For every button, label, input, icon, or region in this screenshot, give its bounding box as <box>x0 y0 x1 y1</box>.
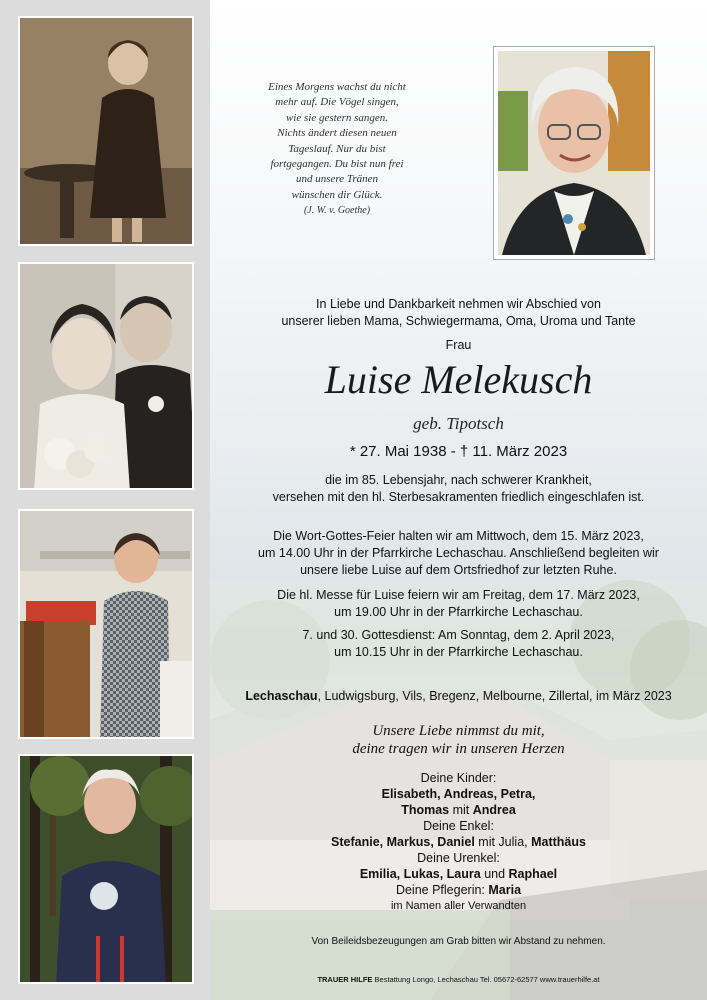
death-text-line-1: die im 85. Lebensjahr, nach schwerer Krankheit, <box>325 473 592 487</box>
grandchild-name: Matthäus <box>531 835 586 849</box>
grandchildren-names: Stefanie, Markus, Daniel <box>331 835 475 849</box>
photo-forest <box>18 754 194 984</box>
quote-line-2: deine tragen wir in unseren Herzen <box>352 741 565 757</box>
funeral-info: Bestattung Longo, Lechaschau Tel. 05672-62577 www.trauerhilfe.at <box>372 975 600 984</box>
intro-salutation: Frau <box>445 338 472 352</box>
poem-line: wie sie gestern sangen. <box>285 111 389 124</box>
service-line-2: um 10.15 Uhr in der Pfarrkirche Lechaschau. <box>334 645 583 659</box>
mass-line-2: um 19.00 Uhr in der Pfarrkirche Lechaschau. <box>334 605 583 619</box>
ceremony-line-1: Die Wort-Gottes-Feier halten wir am Mittwoch, dem 15. März 2023, <box>273 529 644 543</box>
relatives-line: im Namen aller Verwandten <box>390 900 527 912</box>
poem-line: Tageslauf. Nur du bist <box>288 142 386 155</box>
children-line-1: Elisabeth, Andreas, Petra, <box>381 787 536 801</box>
death-text-line-2: versehen mit den hl. Sterbesakramenten friedlich eingeschlafen ist. <box>272 490 645 504</box>
greatgrandchildren-label: Deine Urenkel: <box>417 851 500 865</box>
carer-line <box>210 882 707 898</box>
greatgrandchildren-names: Emilia, Lukas, Laura <box>359 867 481 881</box>
child-partner-name: Andrea <box>472 803 516 817</box>
poem-line: fortgegangen. Du bist nun frei <box>270 157 404 170</box>
greatgrandchildren-line <box>210 866 707 882</box>
deceased-name: Luise Melekusch <box>324 357 593 402</box>
connector: mit Julia, <box>474 835 532 849</box>
places-rest: , Ludwigsburg, Vils, Bregenz, Melbourne, Zillertal, im März 2023 <box>317 689 672 703</box>
condolence-note: Von Beileidsbezeugungen am Grab bitten wir Abstand zu nehmen. <box>311 936 606 947</box>
photo-kitchen <box>18 509 194 739</box>
connector: und <box>480 867 509 881</box>
portrait-photo <box>493 46 655 260</box>
mass-line-1: Die hl. Messe für Luise feiern wir am Freitag, dem 17. März 2023, <box>277 588 640 602</box>
photo-childhood <box>18 16 194 246</box>
connector: mit <box>449 803 473 817</box>
poem-line: wünschen dir Glück. <box>291 188 383 201</box>
ceremony-line-3: unsere liebe Luise auf dem Ortsfriedhof zur letzten Ruhe. <box>300 563 617 577</box>
footer-credit <box>210 975 707 985</box>
children-label: Deine Kinder: <box>420 771 497 785</box>
places-line <box>210 688 707 704</box>
photo-couple <box>18 262 194 490</box>
quote-line-1: Unsere Liebe nimmst du mit, <box>372 723 545 739</box>
photo-sidebar <box>0 0 210 1000</box>
grandchildren-line <box>210 834 707 850</box>
carer-name: Maria <box>488 883 522 897</box>
birth-name: geb. Tipotsch <box>413 414 504 433</box>
carer-label: Deine Pflegerin: <box>395 883 489 897</box>
place-first: Lechaschau <box>245 689 318 703</box>
greatgrandchild-name: Raphael <box>508 867 558 881</box>
poem-line: mehr auf. Die Vögel singen, <box>275 96 399 109</box>
life-dates: * 27. Mai 1938 - † 11. März 2023 <box>349 443 568 460</box>
ceremony-line-2: um 14.00 Uhr in der Pfarrkirche Lechaschau. Anschließend begleiten wir <box>258 546 659 560</box>
service-line-1: 7. und 30. Gottesdienst: Am Sonntag, dem 2. April 2023, <box>302 628 615 642</box>
poem-line: Eines Morgens wachst du nicht <box>268 81 406 93</box>
children-line-2 <box>210 802 707 818</box>
intro-line-1: In Liebe und Dankbarkeit nehmen wir Abschied von <box>316 297 601 311</box>
child-name: Thomas <box>401 803 450 817</box>
poem-line: und unsere Tränen <box>295 173 379 186</box>
poem-block <box>232 80 442 219</box>
intro-line-2: unserer lieben Mama, Schwiegermama, Oma, Uroma und Tante <box>281 314 636 328</box>
poem-line: Nichts ändert diesen neuen <box>277 127 397 140</box>
funeral-brand: TRAUER HILFE <box>317 975 373 984</box>
grandchildren-label: Deine Enkel: <box>423 819 494 833</box>
poem-author: (J. W. v. Goethe) <box>303 205 371 217</box>
